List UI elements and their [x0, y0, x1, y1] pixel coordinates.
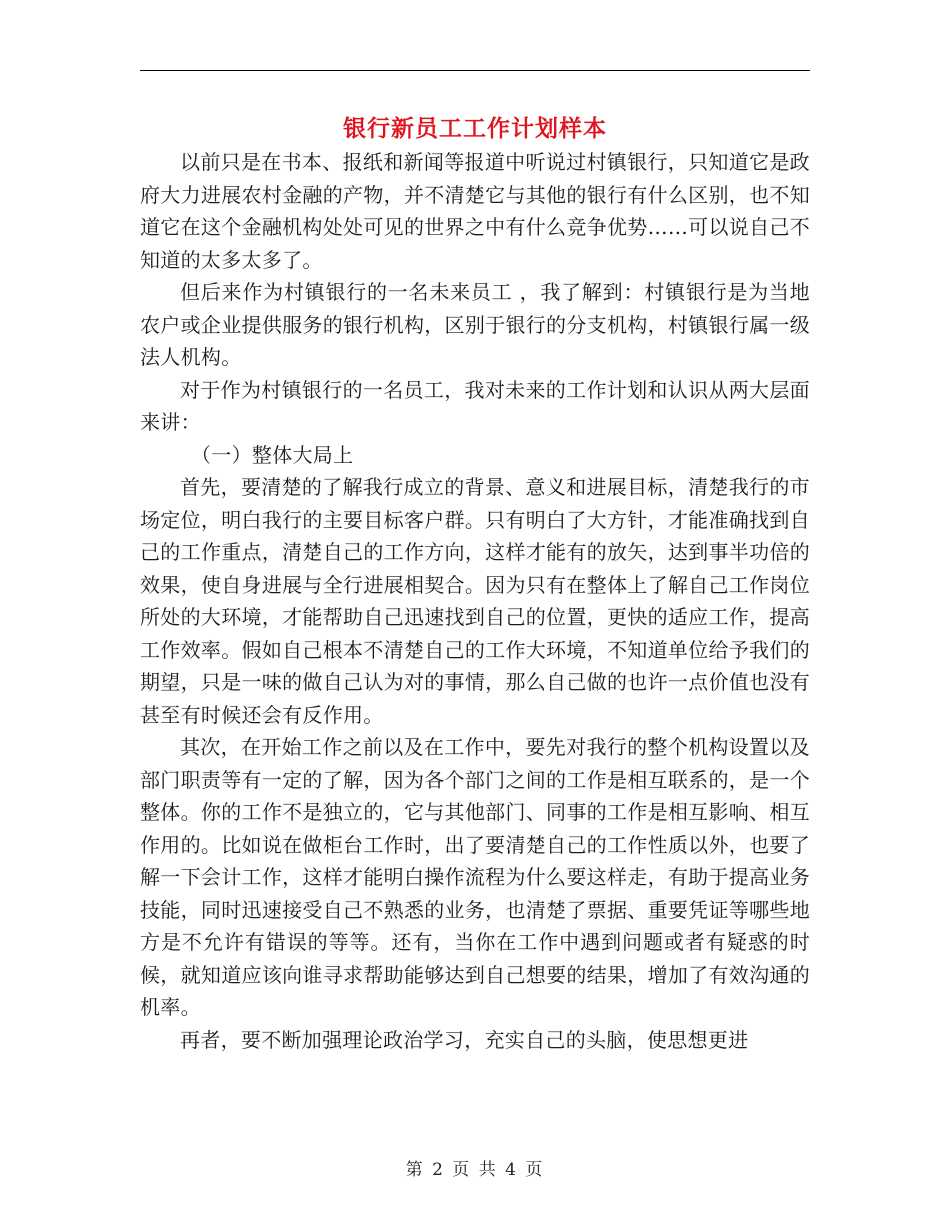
paragraph-2: 但后来作为村镇银行的一名未来员工 ，我了解到：村镇银行是为当地农户或企业提供服务的银行机构，区别于银行的分支机构，村镇银行属一级法人机构。	[140, 280, 810, 369]
section-heading: （一）整体大局上	[191, 442, 354, 467]
document-title: 银行新员工工作计划样本	[343, 115, 607, 142]
paragraph-4: 首先，要清楚的了解我行成立的背景、意义和进展目标，清楚我行的市场定位，明白我行的主要目标客户群。只有明白了大方针，才能准确找到自己的工作重点，清楚自己的工作方向，这样才能有的放矢，达到事半功倍的效果，使自身进展与全行进展相契合。因为只有在整体上了解自己工作岗位所处的大环境，才能帮助自己迅速找到自己的位置，更快的适应工作，提高工作效率。假如自己根本不清楚自己的工作大环境，不知道单位给予我们的期望，只是一味的做自己认为对的事情，那么自己做的也许一点价值也没有甚至有时候还会有反作用。	[140, 475, 810, 727]
paragraph-6: 再者，要不断加强理论政治学习，充实自己的头脑，使思想更进	[180, 1027, 749, 1052]
paragraph-3: 对于作为村镇银行的一名员工，我对未来的工作计划和认识从两大层面来讲：	[140, 377, 810, 434]
document-body	[140, 146, 810, 1056]
page-number: 第 2 页 共 4 页	[405, 1160, 545, 1180]
paragraph-5: 其次，在开始工作之前以及在工作中，要先对我行的整个机构设置以及部门职责等有一定的了解，因为各个部门之间的工作是相互联系的，是一个整体。你的工作不是独立的，它与其他部门、同事的工作是相互影响、相互作用的。比如说在做柜台工作时，出了要清楚自己的工作性质以外，也要了解一下会计工作，这样才能明白操作流程为什么要这样走，有助于提高业务技能，同时迅速接受自己不熟悉的业务，也清楚了票据、重要凭证等哪些地方是不允许有错误的等等。还有，当你在工作中遇到问题或者有疑惑的时候，就知道应该向谁寻求帮助能够达到自己想要的结果，增加了有效沟通的机率。	[140, 735, 810, 1019]
header-rule	[140, 70, 810, 71]
paragraph-1: 以前只是在书本、报纸和新闻等报道中听说过村镇银行，只知道它是政府大力进展农村金融的产物，并不清楚它与其他的银行有什么区别，也不知道它在这个金融机构处处可见的世界之中有什么竞争优势……可以说自己不知道的太多太多了。	[140, 150, 810, 272]
